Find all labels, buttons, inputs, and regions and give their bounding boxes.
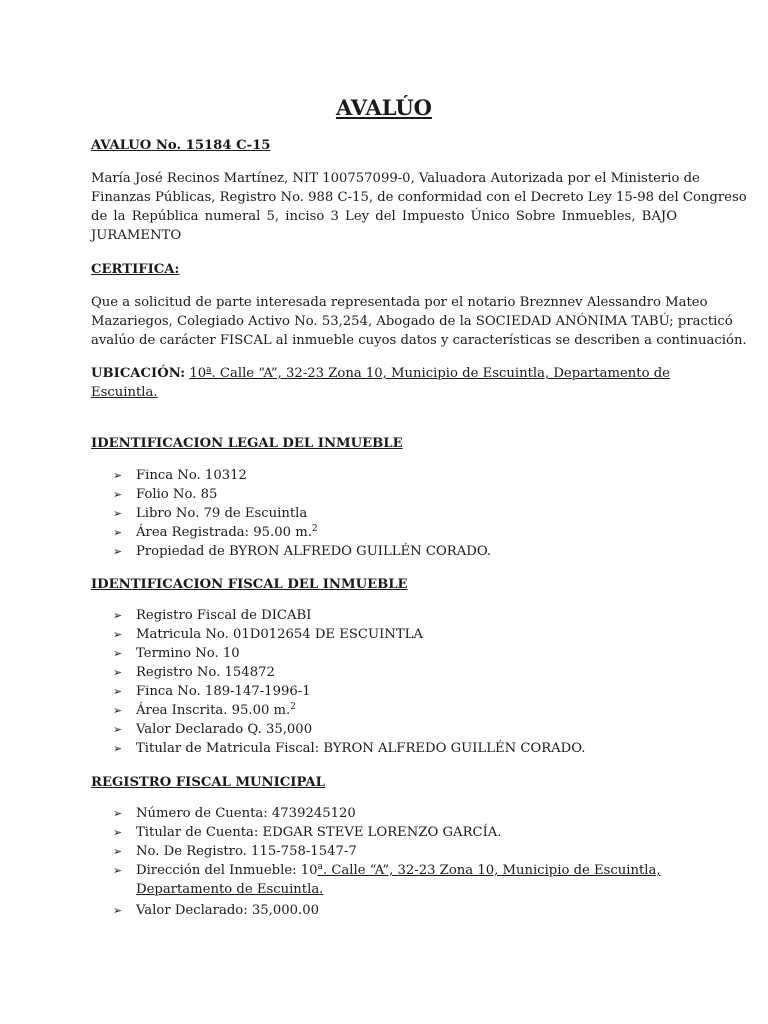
fiscal-item: Registro No. 154872 (136, 665, 275, 680)
intro-line: Finanzas Públicas, Registro No. 988 C-15, de conformidad con el Decreto Ley 15-98 del Congreso (91, 190, 747, 205)
arrow-bullet-icon: ➢ (113, 469, 123, 482)
arrow-bullet-icon: ➢ (113, 488, 123, 501)
intro-line: María José Recinos Martínez, NIT 100757099-0, Valuadora Autorizada por el Ministerio de (91, 171, 700, 186)
direccion-number: 10 (300, 863, 318, 878)
ubicacion-ordinal: a (206, 365, 212, 375)
arrow-bullet-icon: ➢ (113, 704, 123, 717)
municipal-heading: REGISTRO FISCAL MUNICIPAL (91, 775, 325, 790)
municipal-direccion (136, 861, 661, 880)
ubicacion-address (189, 366, 670, 381)
arrow-bullet-icon: ➢ (113, 609, 123, 622)
arrow-bullet-icon: ➢ (113, 647, 123, 660)
arrow-bullet-icon: ➢ (113, 723, 123, 736)
direccion-address: . Calle “A”, 32-23 Zona 10, Municipio de Escuintla, (322, 863, 661, 878)
arrow-bullet-icon: ➢ (113, 526, 123, 539)
legal-area-sup: 2 (311, 524, 318, 534)
fiscal-item: Matricula No. 01D012654 DE ESCUINTLA (136, 627, 423, 642)
certifica-line: avalúo de carácter FISCAL al inmueble cuyos datos y características se describen a continuación. (91, 333, 747, 348)
direccion-line2: Departamento de Escuintla. (136, 882, 324, 897)
certifica-heading: CERTIFICA: (91, 262, 180, 277)
legal-area-text: Área Registrada: 95.00 m. (136, 525, 312, 540)
fiscal-heading: IDENTIFICACION FISCAL DEL INMUEBLE (91, 577, 408, 592)
arrow-bullet-icon: ➢ (113, 507, 123, 520)
legal-item (136, 523, 318, 542)
fiscal-item: Termino No. 10 (136, 646, 240, 661)
direccion-label: Dirección del Inmueble: (136, 863, 301, 878)
arrow-bullet-icon: ➢ (113, 666, 123, 679)
legal-item: Propiedad de BYRON ALFREDO GUILLÉN CORADO. (136, 544, 492, 559)
ubicacion-label: UBICACIÓN: (91, 366, 186, 381)
fiscal-item: Valor Declarado Q. 35,000 (136, 722, 313, 737)
municipal-item: Número de Cuenta: 4739245120 (136, 806, 356, 821)
fiscal-item: Finca No. 189-147-1996-1 (136, 684, 311, 699)
ubicacion-number: 10 (189, 366, 207, 381)
ubicacion-line (91, 364, 670, 383)
municipal-valor: Valor Declarado: 35,000.00 (136, 903, 319, 918)
arrow-bullet-icon: ➢ (113, 826, 123, 839)
arrow-bullet-icon: ➢ (113, 628, 123, 641)
fiscal-area-sup: 2 (290, 702, 296, 712)
intro-line: JURAMENTO (91, 228, 182, 243)
certifica-line: Que a solicitud de parte interesada representada por el notario Breznnev Alessandro Mateo (91, 295, 708, 310)
legal-item: Finca No. 10312 (136, 468, 247, 483)
ubicacion-address-rest: . Calle “A”, 32-23 Zona 10, Municipio de Escuintla, Departamento de (211, 366, 670, 381)
document-title: AVALÚO (336, 95, 432, 120)
arrow-bullet-icon: ➢ (113, 685, 123, 698)
avaluo-number: AVALUO No. 15184 C-15 (91, 138, 271, 153)
fiscal-item (136, 701, 296, 720)
arrow-bullet-icon: ➢ (113, 742, 123, 755)
arrow-bullet-icon: ➢ (113, 845, 123, 858)
intro-line: de la República numeral 5, inciso 3 Ley del Impuesto Único Sobre Inmuebles, BAJO (91, 209, 677, 224)
direccion-ordinal: a (317, 862, 323, 872)
certifica-line: Mazariegos, Colegiado Activo No. 53,254, Abogado de la SOCIEDAD ANÓNIMA TABÚ; practicó (91, 314, 733, 329)
fiscal-item: Titular de Matricula Fiscal: BYRON ALFREDO GUILLÉN CORADO. (136, 741, 586, 756)
legal-item: Libro No. 79 de Escuintla (136, 506, 308, 521)
arrow-bullet-icon: ➢ (113, 904, 123, 917)
arrow-bullet-icon: ➢ (113, 807, 123, 820)
municipal-item: Titular de Cuenta: EDGAR STEVE LORENZO GARCÍA. (136, 825, 502, 840)
arrow-bullet-icon: ➢ (113, 545, 123, 558)
arrow-bullet-icon: ➢ (113, 864, 123, 877)
fiscal-item: Registro Fiscal de DICABI (136, 608, 312, 623)
ubicacion-line2: Escuintla. (91, 385, 158, 400)
legal-item: Folio No. 85 (136, 487, 218, 502)
municipal-item: No. De Registro. 115-758-1547-7 (136, 844, 357, 859)
legal-heading: IDENTIFICACION LEGAL DEL INMUEBLE (91, 436, 403, 451)
fiscal-area-text: Área Inscrita. 95.00 m. (136, 703, 291, 718)
